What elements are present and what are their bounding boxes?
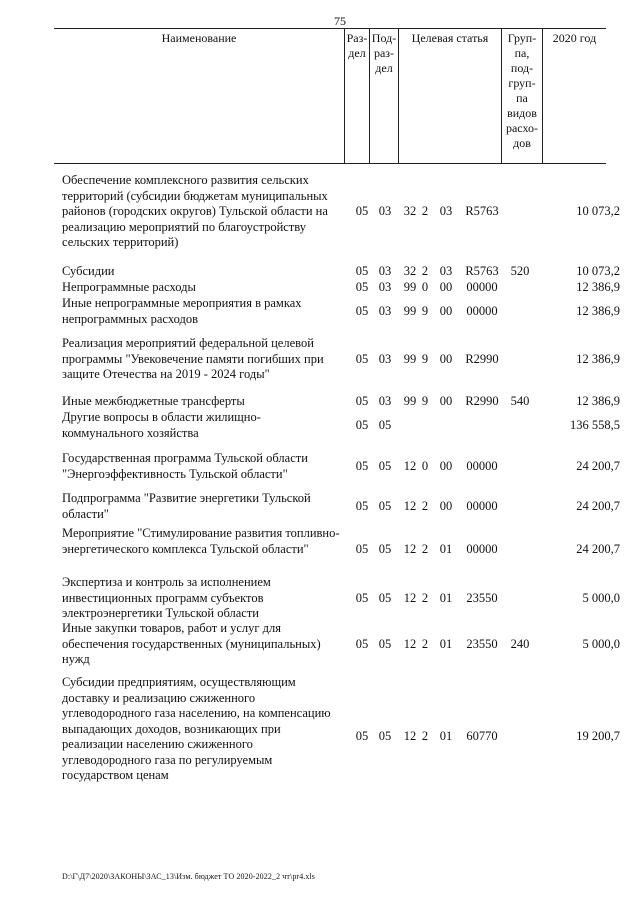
row-code-c3: 03 [439, 264, 453, 278]
header-expense-group: Груп- па, под- груп- па видов расхо- дов [505, 31, 539, 150]
row-code-pr: 05 [378, 541, 392, 556]
header-razdel: Раз- дел [346, 31, 368, 60]
row-code-c1: 12 [403, 498, 417, 513]
row-code-pr: 05 [378, 498, 392, 513]
row-code-c4: R2990 [465, 351, 499, 366]
row-amount: 5 000,0 [582, 636, 620, 651]
row-code-c2: 2 [421, 204, 429, 218]
row-amount: 24 200,7 [576, 541, 620, 556]
row-amount: 12 386,9 [576, 303, 620, 318]
row-name: Другие вопросы в области жилищно-коммунального хозяйства [62, 410, 261, 440]
row-code-c4: R5763 [465, 204, 499, 218]
row-code-c3: 01 [439, 729, 453, 744]
row-amount: 12 386,9 [576, 351, 620, 366]
row-code-pr: 05 [378, 590, 392, 605]
row-code-c4: 23550 [466, 590, 498, 605]
header-name: Наименование [161, 31, 237, 45]
row-code-c3: 00 [439, 351, 453, 366]
row-amount: 5 000,0 [582, 590, 620, 605]
table-header [54, 28, 606, 164]
table-row [0, 526, 640, 573]
row-code-rz: 05 [355, 458, 369, 473]
row-code-rz: 05 [355, 541, 369, 556]
table-row [0, 451, 640, 482]
row-amount: 12 386,9 [576, 280, 620, 294]
table-row [0, 264, 640, 280]
row-code-c2: 2 [421, 590, 429, 605]
row-code-rz: 05 [355, 394, 369, 408]
table-row [0, 336, 640, 383]
row-code-c2: 2 [421, 541, 429, 556]
row-code-pr: 03 [378, 280, 392, 294]
row-code-c2: 9 [421, 303, 429, 318]
row-name: Иные непрограммные мероприятия в рамках непрограммных расходов [62, 296, 302, 326]
row-code-rz: 05 [355, 264, 369, 278]
row-code-c4: 00000 [466, 541, 498, 556]
row-code-c1: 99 [403, 394, 417, 408]
row-code-vr: 240 [510, 636, 530, 651]
row-code-c3: 01 [439, 590, 453, 605]
row-code-pr: 03 [378, 351, 392, 366]
table-row [0, 575, 640, 622]
row-code-pr: 05 [378, 458, 392, 473]
row-code-rz: 05 [355, 590, 369, 605]
row-amount: 136 558,5 [570, 417, 620, 432]
row-code-pr: 03 [378, 303, 392, 318]
row-code-c1: 12 [403, 729, 417, 744]
row-code-pr: 03 [378, 264, 392, 278]
row-code-c4: R2990 [465, 394, 499, 408]
row-code-rz: 05 [355, 729, 369, 744]
row-amount: 19 200,7 [576, 729, 620, 744]
row-code-c4: 23550 [466, 636, 498, 651]
row-name: Государственная программа Тульской области "Энергоэффективность Тульской области" [62, 451, 308, 481]
header-podrazdel: Под- раз- дел [371, 31, 397, 75]
table-row [0, 410, 640, 441]
row-code-c1: 12 [403, 458, 417, 473]
row-code-c2: 2 [421, 636, 429, 651]
row-name: Иные закупки товаров, работ и услуг для обеспечения государственных (муниципальных) нужд [62, 621, 321, 666]
row-code-c2: 2 [421, 498, 429, 513]
header-year: 2020 год [552, 31, 597, 45]
row-code-vr: 540 [510, 394, 530, 408]
row-code-pr: 05 [378, 417, 392, 432]
row-name: Экспертиза и контроль за исполнением инвестиционных программ субъектов электроэнергетики Тульской области [62, 575, 271, 620]
row-code-c1: 12 [403, 541, 417, 556]
row-code-c4: R5763 [465, 264, 499, 278]
row-code-pr: 03 [378, 394, 392, 408]
row-code-c4: 00000 [466, 303, 498, 318]
page-number: 75 [334, 14, 346, 28]
row-amount: 10 073,2 [576, 204, 620, 218]
table-row [0, 296, 640, 327]
row-code-pr: 03 [378, 204, 392, 218]
row-code-rz: 05 [355, 303, 369, 318]
table-row [0, 280, 640, 296]
row-name: Обеспечение комплексного развития сельских территорий (субсидии бюджетам муниципальных районов (городских округов) Тульской области на реализацию мероприятий по благоустройству сельских территорий) [62, 173, 328, 249]
row-code-c2: 0 [421, 458, 429, 473]
row-code-c4: 00000 [466, 280, 498, 294]
row-code-c1: 99 [403, 303, 417, 318]
row-code-c4: 00000 [466, 458, 498, 473]
row-code-c1: 99 [403, 351, 417, 366]
row-code-c3: 00 [439, 303, 453, 318]
row-code-c2: 9 [421, 394, 429, 408]
row-amount: 24 200,7 [576, 498, 620, 513]
row-code-rz: 05 [355, 204, 369, 218]
file-path-footer: D:\Г\Д7\2020\ЗАКОНЫ\ЗАС_13\Изм. бюджет ТО 2020-2022_2 чт\pr4.xls [62, 872, 316, 881]
row-code-c1: 99 [403, 280, 417, 294]
row-code-vr: 520 [510, 264, 530, 278]
row-code-rz: 05 [355, 351, 369, 366]
row-name: Подпрограмма "Развитие энергетики Тульской области" [62, 491, 311, 521]
row-code-c4: 60770 [466, 729, 498, 744]
row-code-c3: 03 [439, 204, 453, 218]
header-target-article: Целевая статья [411, 31, 489, 45]
table-row [0, 621, 640, 668]
row-code-rz: 05 [355, 498, 369, 513]
row-code-c3: 00 [439, 498, 453, 513]
row-code-c3: 00 [439, 394, 453, 408]
row-code-c1: 12 [403, 590, 417, 605]
row-code-c3: 00 [439, 458, 453, 473]
row-name: Субсидии [62, 264, 115, 278]
row-code-c2: 2 [421, 729, 429, 744]
row-code-c1: 32 [403, 204, 417, 218]
row-code-c3: 00 [439, 280, 453, 294]
row-code-pr: 05 [378, 636, 392, 651]
row-code-c3: 01 [439, 636, 453, 651]
table-row [0, 173, 640, 251]
row-code-rz: 05 [355, 636, 369, 651]
row-code-rz: 05 [355, 417, 369, 432]
row-name: Мероприятие "Стимулирование развития топливно-энергетического комплекса Тульской области" [62, 526, 340, 556]
row-code-c1: 32 [403, 264, 417, 278]
row-code-c2: 0 [421, 280, 429, 294]
row-amount: 12 386,9 [576, 394, 620, 408]
row-code-c2: 2 [421, 264, 429, 278]
table-row [0, 675, 640, 799]
row-code-pr: 05 [378, 729, 392, 744]
row-code-rz: 05 [355, 280, 369, 294]
table-row [0, 491, 640, 522]
row-code-c4: 00000 [466, 498, 498, 513]
row-code-c3: 01 [439, 541, 453, 556]
row-name: Иные межбюджетные трансферты [62, 394, 245, 408]
row-name: Реализация мероприятий федеральной целевой программы "Увековечение памяти погибших при защите Отечества на 2019 - 2024 годы" [62, 336, 324, 381]
row-code-c1: 12 [403, 636, 417, 651]
row-amount: 24 200,7 [576, 458, 620, 473]
row-name: Субсидии предприятиям, осуществляющим доставку и реализацию сжиженного углеводородного газа населению, на компенсацию выпадающих доходов, возникающих при реализации населению сжиженного углеводородного газа по регулируемым государством ценам [62, 675, 331, 782]
table-row [0, 394, 640, 410]
row-name: Непрограммные расходы [62, 280, 196, 294]
row-amount: 10 073,2 [576, 264, 620, 278]
row-code-c2: 9 [421, 351, 429, 366]
